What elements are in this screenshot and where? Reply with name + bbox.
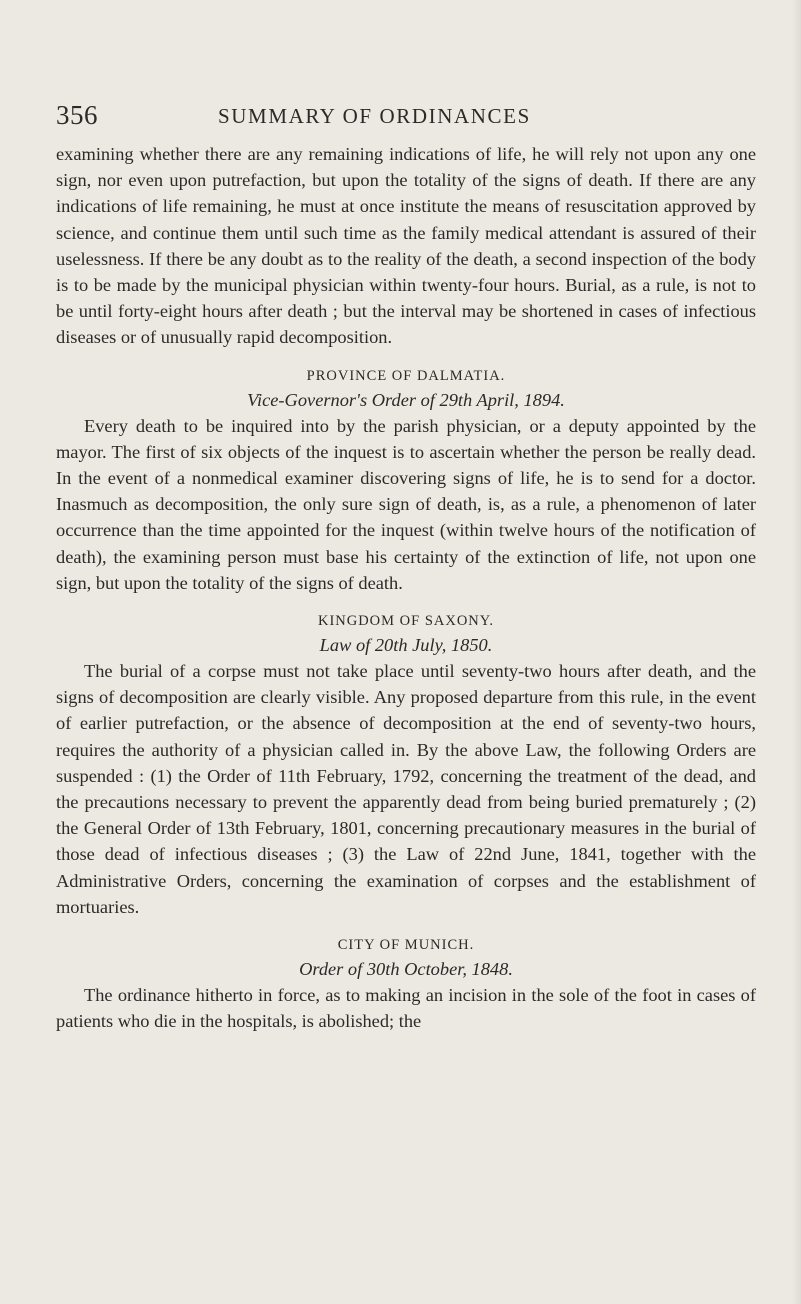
section-subheading: Vice-Governor's Order of 29th April, 1894.: [247, 389, 565, 410]
section-heading: PROVINCE OF DALMATIA.: [306, 367, 506, 384]
section-saxony: [56, 610, 756, 920]
section-subheading: Order of 30th October, 1848.: [299, 959, 513, 980]
section-paragraph: Every death to be inquired into by the parish physician, or a deputy appointed by the mayor. The first of six objects of the inquest is to ascertain whether the person be really dead. In the event of a nonmedical examiner discovering signs of life, he is to send for a doctor. Inasmuch as decomposition, the only sure sign of death, is, as a rule, a phenomenon of later occurrence than the time appointed for the inquest (within twelve hours of the notification of death), the examining person must base his certainty of the extinction of life, not upon one sign, but upon the totality of the signs of death.: [56, 415, 756, 593]
section-dalmatia: [56, 365, 756, 596]
scan-edge-shadow: [792, 0, 801, 1304]
page-number: 356: [56, 100, 98, 130]
page-header: [56, 100, 756, 136]
section-heading: KINGDOM OF SAXONY.: [317, 613, 495, 630]
running-title: SUMMARY OF ORDINANCES: [218, 104, 531, 128]
section-paragraph: The ordinance hitherto in force, as to making an incision in the sole of the foot in cases of patients who die in the hospitals, is abolished; the: [56, 985, 756, 1032]
section-paragraph: The burial of a corpse must not take place until seventy-two hours after death, and the signs of decomposition are clearly visible. Any proposed departure from this rule, in the event of earlier putrefaction, or the absence of decomposition at the end of seventy-two hours, requires the authority of a physician called in. By the above Law, the following Orders are suspended : (1) the Order of 11th February, 1792, concerning the treatment of the dead, and the precautions necessary to prevent the apparently dead from being buried prematurely ; (2) the General Order of 13th February, 1801, concerning precautionary measures in the burial of those dead of infectious diseases ; (3) the Law of 22nd June, 1841, together with the Administrative Orders, concerning the examination of corpses and the establishment of mortuaries.: [56, 661, 756, 917]
section-munich: [56, 934, 756, 1034]
page-body: [56, 141, 756, 1034]
section-heading: CITY OF MUNICH.: [337, 937, 475, 954]
intro-paragraph: examining whether there are any remaining indications of life, he will rely not upon any one sign, nor even upon putrefaction, but upon the totality of the signs of death. If there are any indications of life remaining, he must at once institute the means of resuscitation approved by science, and continue them until such time as the family medical attendant is assured of their uselessness. If there be any doubt as to the reality of the death, a second inspection of the body is to be made by the municipal physician within twenty-four hours. Burial, as a rule, is not to be until forty-eight hours after death ; but the interval may be shortened in cases of infectious diseases or of unusually rapid decomposition.: [56, 144, 756, 348]
section-subheading: Law of 20th July, 1850.: [319, 635, 493, 656]
